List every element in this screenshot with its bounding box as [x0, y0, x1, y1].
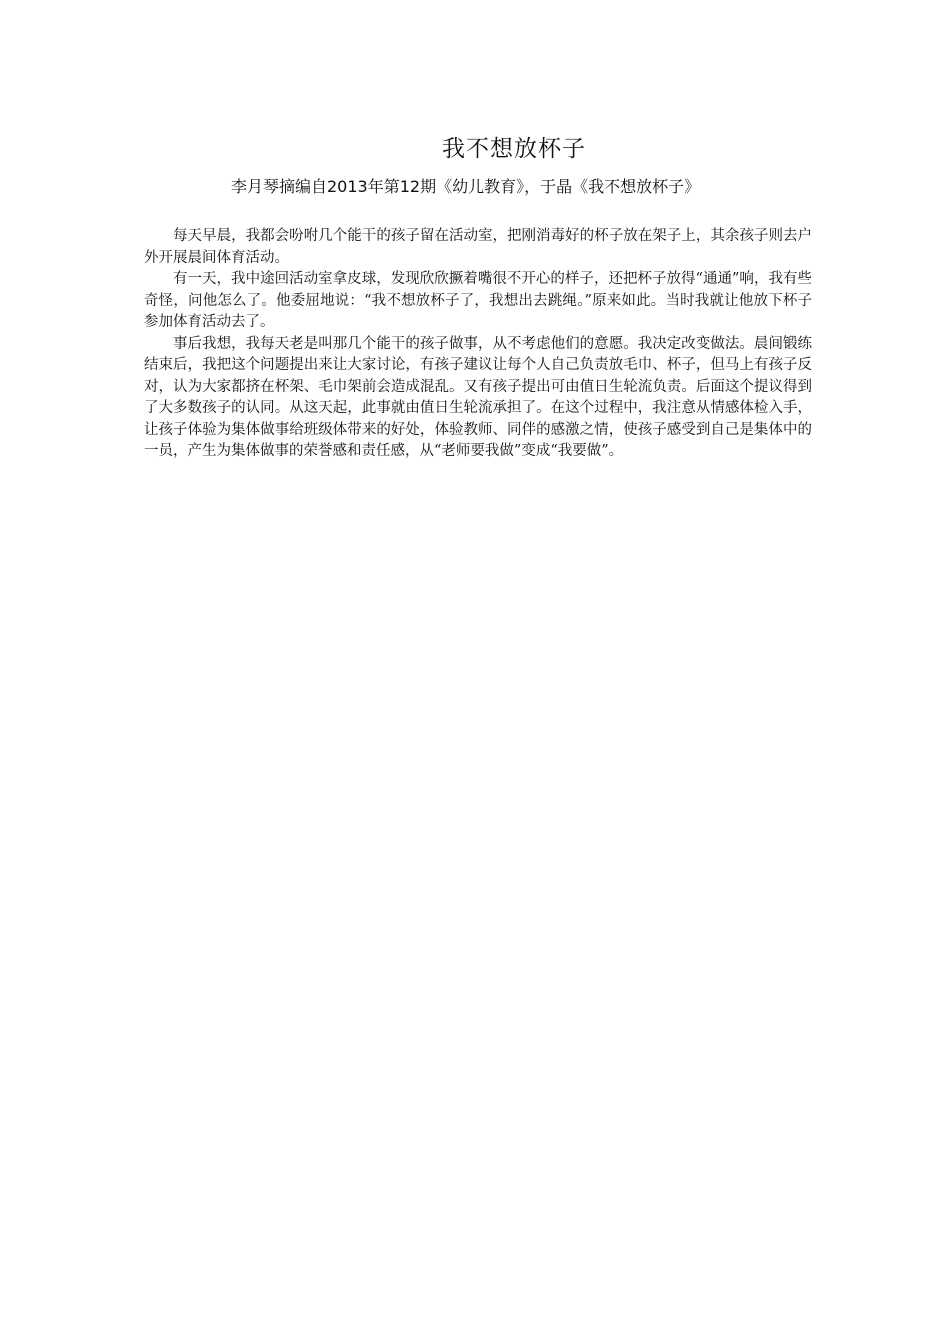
paragraph: 每天早晨，我都会吩咐几个能干的孩子留在活动室，把刚消毒好的杯子放在架子上，其余孩子则去户外开展晨间体育活动。 [144, 228, 812, 266]
paragraph: 有一天，我中途回活动室拿皮球，发现欣欣撅着嘴很不开心的样子，还把杯子放得“通通”响，我有些奇怪，问他怎么了。他委屈地说：“我不想放杯子了，我想出去跳绳。”原来如此。当时我就让他放下杯子参加体育活动去了。 [144, 271, 812, 330]
document-subtitle: 李月琴摘编自2013年第12期《幼儿教育》，于晶《我不想放杯子》 [231, 177, 701, 196]
document-title: 我不想放杯子 [442, 136, 586, 162]
paragraph: 事后我想，我每天老是叫那几个能干的孩子做事，从不考虑他们的意愿。我决定改变做法。晨间锻练结束后，我把这个问题提出来让大家讨论，有孩子建议让每个人自己负责放毛巾、杯子，但马上有孩子反对，认为大家都挤在杯架、毛巾架前会造成混乱。又有孩子提出可由值日生轮流负责。后面这个提议得到了大多数孩子的认同。从这天起，此事就由值日生轮流承担了。在这个过程中，我注意从情感体检入手，让孩子体验为集体做事给班级体带来的好处，体验教师、同伴的感激之情，使孩子感受到自己是集体中的一员，产生为集体做事的荣誉感和责任感，从“老师要我做”变成“我要做”。 [144, 335, 812, 459]
document-body [144, 226, 812, 463]
